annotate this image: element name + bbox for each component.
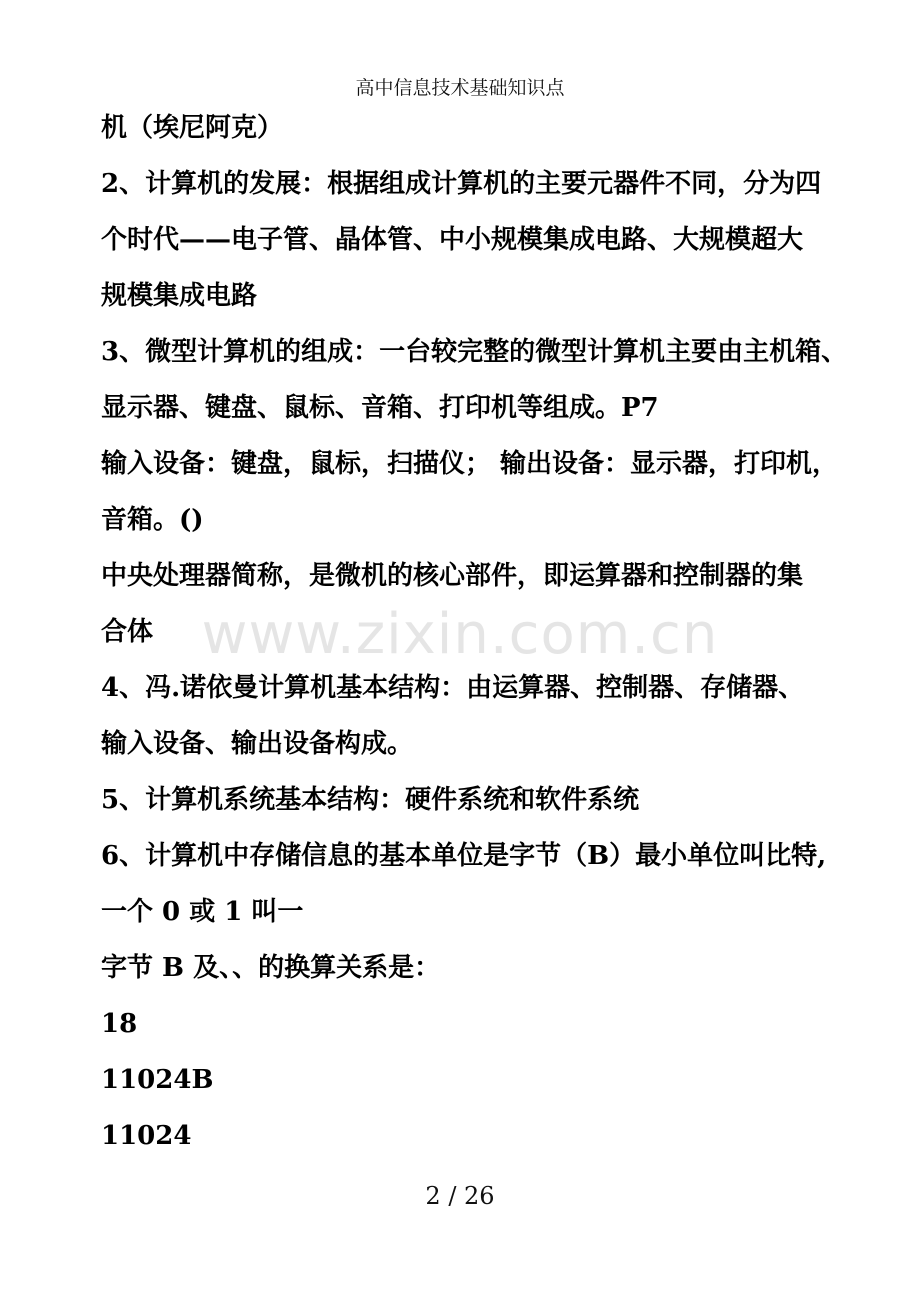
text-line: 11024B <box>101 1065 214 1095</box>
page-header <box>0 76 920 100</box>
text-line: 音箱。() <box>101 505 204 535</box>
text-line: 11024 <box>101 1121 192 1151</box>
text-line: 机（埃尼阿克） <box>101 113 284 143</box>
text-line: 6、计算机中存储信息的基本单位是字节（B）最小单位叫比特, <box>101 841 827 871</box>
text-line: 4、冯.诺依曼计算机基本结构：由运算器、控制器、存储器、 <box>101 673 805 703</box>
text-line: 中央处理器简称，是微机的核心部件，即运算器和控制器的集 <box>101 561 804 591</box>
text-line: 输入设备：键盘，鼠标，扫描仪； 输出设备：显示器，打印机， <box>101 449 839 479</box>
document-body <box>101 100 848 1164</box>
watermark-text: www.zixin.com.cn <box>201 602 719 667</box>
page-number: 2 / 26 <box>425 1182 495 1210</box>
text-line: 一个 0 或 1 叫一 <box>101 897 304 927</box>
text-line: 规模集成电路 <box>101 281 258 311</box>
text-line: 显示器、键盘、鼠标、音箱、打印机等组成。P7 <box>101 393 659 423</box>
text-line: 输入设备、输出设备构成。 <box>101 729 414 759</box>
text-line: 18 <box>101 1009 138 1039</box>
text-line: 3、微型计算机的组成：一台较完整的微型计算机主要由主机箱、 <box>101 337 848 367</box>
text-line: 字节 B 及、、的换算关系是： <box>101 953 441 983</box>
page-footer <box>0 1180 920 1212</box>
document-title: 高中信息技术基础知识点 <box>355 77 565 99</box>
text-line: 个时代——电子管、晶体管、中小规模集成电路、大规模超大 <box>101 225 804 255</box>
text-line: 5、计算机系统基本结构：硬件系统和软件系统 <box>101 785 640 815</box>
text-line: 2、计算机的发展：根据组成计算机的主要元器件不同，分为四 <box>101 169 822 199</box>
text-line: 合体 <box>101 617 154 647</box>
